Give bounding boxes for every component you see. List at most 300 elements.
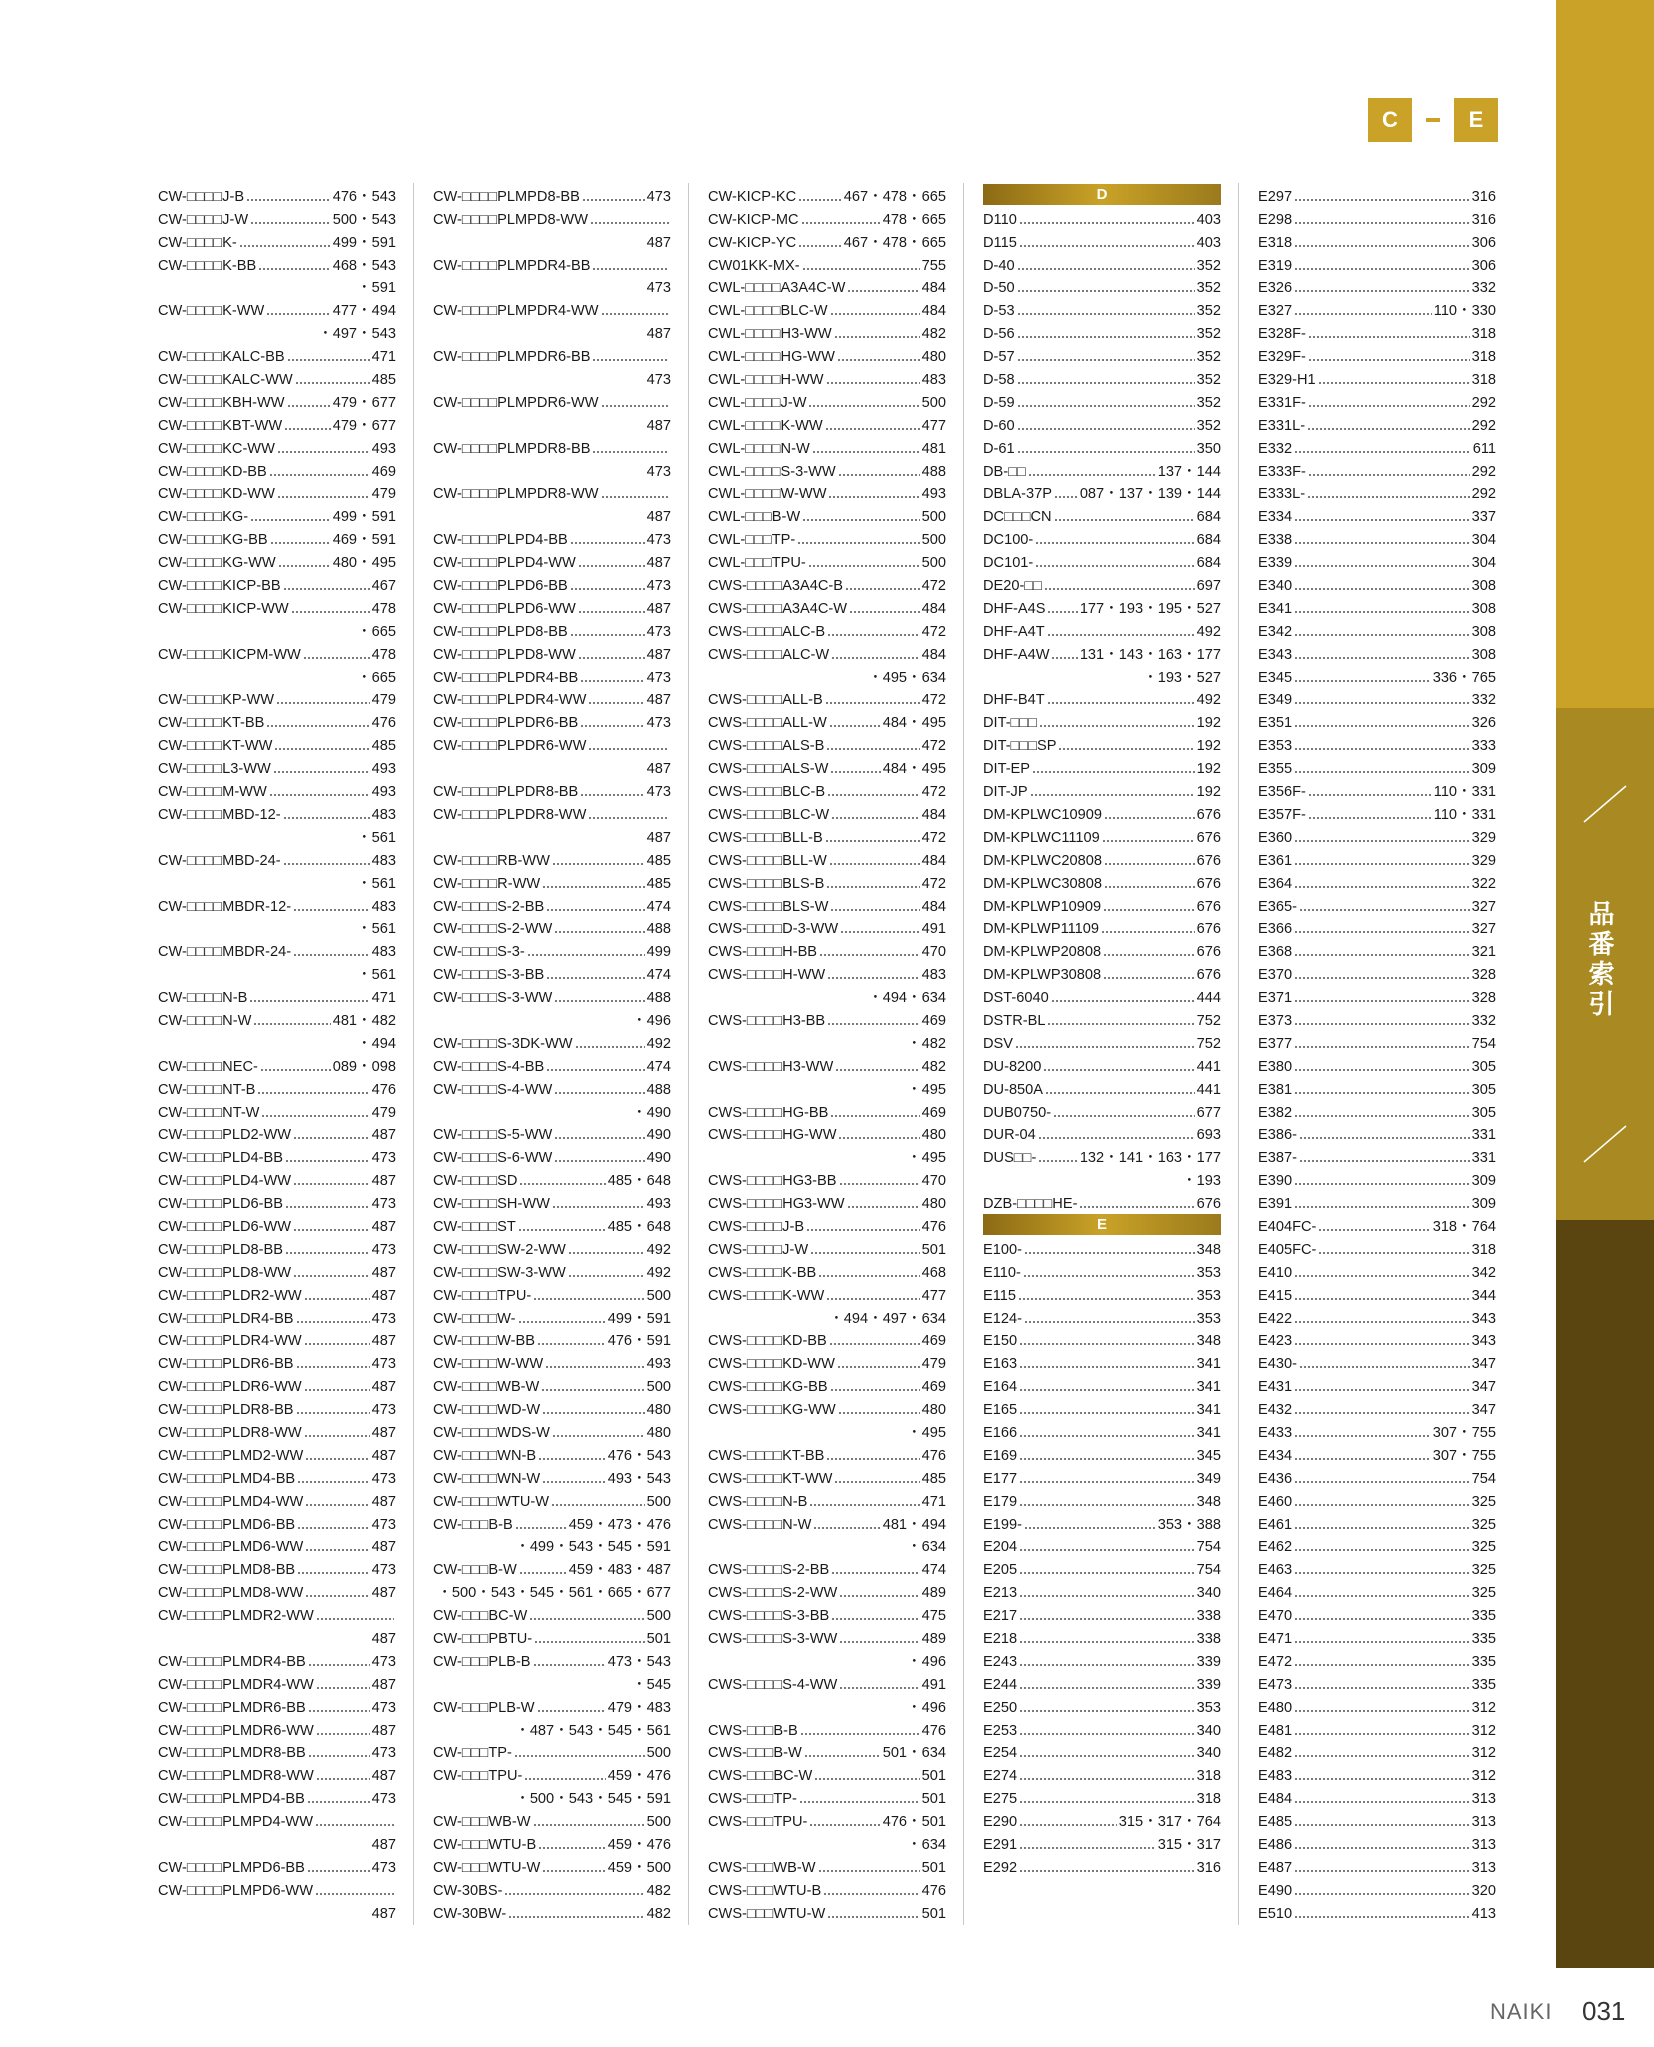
dot-leader <box>546 908 644 912</box>
index-entry <box>983 481 1221 504</box>
entry-code: CW-□□□□PLDR8-BB <box>158 1402 294 1419</box>
dot-leader <box>1019 1754 1195 1758</box>
entry-code: CW-□□□□SH-WW <box>433 1196 550 1213</box>
dot-leader <box>1294 1480 1470 1484</box>
dot-leader <box>1017 358 1195 362</box>
index-entry <box>1258 1877 1496 1900</box>
entry-code: CW-□□□□KT-WW <box>158 738 273 755</box>
dot-leader <box>1294 1388 1470 1392</box>
entry-pages: 325 <box>1471 1516 1496 1533</box>
entry-pages: 316 <box>1471 211 1496 228</box>
index-entry <box>708 1808 946 1831</box>
index-entry <box>433 732 671 755</box>
entry-pages: 348 <box>1196 1241 1221 1258</box>
entry-pages: 476 <box>371 1081 396 1098</box>
entry-pages: ・545 <box>632 1676 671 1693</box>
dot-leader <box>266 312 330 316</box>
dot-leader <box>1019 1640 1195 1644</box>
index-entry <box>433 183 671 206</box>
entry-pages: 488 <box>646 1081 671 1098</box>
entry-pages: 490 <box>646 1127 671 1144</box>
entry-pages: 336・765 <box>1432 669 1496 686</box>
entry-pages: ・561 <box>357 829 396 846</box>
index-entry <box>158 206 396 229</box>
dot-leader <box>1294 1457 1431 1461</box>
index-entry <box>433 297 671 320</box>
entry-pages: 318・764 <box>1432 1218 1496 1235</box>
index-entry <box>158 641 396 664</box>
entry-code: CW-□□□□WDS-W <box>433 1424 550 1441</box>
index-entry <box>1258 1167 1496 1190</box>
entry-code: CW-□□□□PLMPDR4-BB <box>433 257 591 274</box>
dot-leader <box>827 1022 919 1026</box>
entry-code: E462 <box>1258 1539 1293 1556</box>
dot-leader <box>826 747 919 751</box>
entry-pages: 342 <box>1471 1264 1496 1281</box>
index-entry <box>708 1785 946 1808</box>
index-entry <box>1258 1442 1496 1465</box>
entry-code: CW-□□□□K- <box>158 234 237 251</box>
dot-leader <box>829 1342 920 1346</box>
entry-pages: 473 <box>371 1196 396 1213</box>
entry-pages: 676 <box>1196 921 1221 938</box>
index-entry <box>708 481 946 504</box>
index-entry <box>708 1762 946 1785</box>
entry-pages: ・591 <box>357 280 396 297</box>
entry-code: CW-□□□□NT-W <box>158 1104 260 1121</box>
dot-leader <box>1318 1228 1430 1232</box>
dot-leader <box>250 518 331 522</box>
entry-pages: 684 <box>1196 555 1221 572</box>
dot-leader <box>287 404 331 408</box>
index-entry-continuation <box>708 1305 946 1328</box>
entry-code: CWS-□□□□S-4-WW <box>708 1676 838 1693</box>
index-entry <box>708 526 946 549</box>
dot-leader <box>1294 701 1470 705</box>
entry-pages: 352 <box>1196 280 1221 297</box>
dot-leader <box>554 1159 644 1163</box>
entry-pages: 676 <box>1196 967 1221 984</box>
dot-leader <box>1294 1777 1470 1781</box>
entry-code: CW-□□□□PLD4-BB <box>158 1150 284 1167</box>
dot-leader <box>1294 518 1470 522</box>
entry-pages: 472 <box>921 692 946 709</box>
sidebar-title: 品番索引 <box>1584 900 1614 1020</box>
index-entry <box>433 1625 671 1648</box>
entry-code: E218 <box>983 1631 1018 1647</box>
entry-pages: 487 <box>371 1905 396 1922</box>
index-entry <box>1258 549 1496 572</box>
entry-code: E381 <box>1258 1081 1293 1098</box>
index-entry <box>708 732 946 755</box>
dot-leader <box>831 816 919 820</box>
entry-pages: 312 <box>1471 1745 1496 1762</box>
entry-pages: 347 <box>1471 1356 1496 1373</box>
entry-code: CW-□□□□PLMDR4-BB <box>158 1653 306 1670</box>
index-entry <box>708 1122 946 1145</box>
entry-pages: 473 <box>371 1699 396 1716</box>
index-entry <box>983 1236 1221 1259</box>
index-entry <box>158 343 396 366</box>
index-entry <box>433 1442 671 1465</box>
entry-code: CWS-□□□□ALL-B <box>708 692 823 709</box>
index-entry <box>1258 641 1496 664</box>
entry-code: CW-□□□□KP-WW <box>158 692 275 709</box>
dot-leader <box>537 1342 606 1346</box>
entry-code: DUS□□- <box>983 1150 1037 1167</box>
entry-pages: 352 <box>1196 349 1221 366</box>
index-entry <box>708 755 946 778</box>
entry-pages: 326 <box>1471 715 1496 732</box>
index-entry <box>708 641 946 664</box>
dot-leader <box>1038 1159 1078 1163</box>
dot-leader <box>1294 633 1470 637</box>
entry-code: E487 <box>1258 1859 1293 1876</box>
index-entry <box>158 1465 396 1488</box>
index-entry-continuation <box>708 984 946 1007</box>
entry-code: E349 <box>1258 692 1293 709</box>
entry-code: E343 <box>1258 646 1293 663</box>
entry-pages: ・494 <box>357 1035 396 1052</box>
dot-leader <box>316 1732 370 1736</box>
dot-leader <box>283 862 370 866</box>
index-entry <box>983 1488 1221 1511</box>
entry-pages: 469 <box>921 1379 946 1396</box>
entry-pages: 345 <box>1196 1447 1221 1464</box>
index-entry <box>158 503 396 526</box>
dot-leader <box>1104 816 1195 820</box>
index-entry-continuation <box>433 229 671 252</box>
dot-leader <box>1019 1686 1195 1690</box>
dot-leader <box>524 1777 605 1781</box>
index-entry <box>433 687 671 710</box>
entry-code: CW-□□□□KBH-WW <box>158 394 285 411</box>
entry-pages: 754 <box>1196 1539 1221 1556</box>
entry-code: CW-□□□□MBDR-12- <box>158 898 292 915</box>
entry-code: CW-□□□□KALC-BB <box>158 349 285 366</box>
entry-code: CW-□□□□PLDR2-WW <box>158 1287 302 1304</box>
entry-pages: 499 <box>646 944 671 961</box>
dot-leader <box>519 1182 605 1186</box>
entry-pages: 676 <box>1196 944 1221 961</box>
entry-pages: ・494・497・634 <box>829 1310 946 1327</box>
entry-pages: 493 <box>646 1356 671 1373</box>
index-entry <box>983 938 1221 961</box>
dot-leader <box>799 1800 920 1804</box>
entry-pages: 485 <box>646 875 671 892</box>
entry-pages: 318 <box>1471 372 1496 389</box>
entry-code: CW-□□□□PLMPDR8-WW <box>433 486 599 503</box>
entry-pages: 676 <box>1196 898 1221 915</box>
index-entry <box>983 1053 1221 1076</box>
index-entry-continuation <box>158 275 396 298</box>
index-entry <box>158 572 396 595</box>
dot-leader <box>845 587 920 591</box>
index-entry <box>433 1740 671 1763</box>
entry-pages: 473 <box>371 1562 396 1579</box>
index-entry <box>433 1167 671 1190</box>
dot-leader <box>802 267 920 271</box>
entry-pages: 485 <box>371 372 396 389</box>
entry-code: CW-KICP-KC <box>708 188 797 205</box>
index-entry <box>158 1328 396 1351</box>
entry-pages: 676 <box>1196 852 1221 869</box>
dot-leader <box>1028 473 1156 477</box>
entry-code: CWS-□□□□ALC-B <box>708 623 826 640</box>
dot-leader <box>551 1503 645 1507</box>
entry-pages: 493 <box>921 486 946 503</box>
entry-pages: 468・543 <box>332 257 396 274</box>
entry-code: CW-□□□□PLPD6-WW <box>433 600 576 617</box>
dot-leader <box>1308 404 1470 408</box>
entry-pages: 484 <box>921 646 946 663</box>
entry-pages: 473 <box>371 1516 396 1533</box>
entry-code: E480 <box>1258 1699 1293 1716</box>
entry-code: DSV <box>983 1035 1014 1052</box>
entry-code: DBLA-37P <box>983 486 1052 503</box>
entry-code: CWS-□□□TPU- <box>708 1814 808 1831</box>
index-column-1 <box>158 183 396 1923</box>
index-entry <box>1258 1419 1496 1442</box>
index-entry <box>708 893 946 916</box>
entry-code: E370 <box>1258 967 1293 984</box>
dot-leader <box>839 1686 919 1690</box>
dot-leader <box>1024 1320 1195 1324</box>
index-entry <box>983 549 1221 572</box>
dot-leader <box>601 312 669 316</box>
dot-leader <box>1294 1091 1470 1095</box>
dot-leader <box>1017 289 1195 293</box>
index-entry <box>433 526 671 549</box>
entry-pages: 192 <box>1196 715 1221 732</box>
index-entry <box>983 458 1221 481</box>
entry-code: CW-□□□□PLDR6-BB <box>158 1356 294 1373</box>
entry-code: DU-8200 <box>983 1058 1042 1075</box>
entry-code: E334 <box>1258 509 1293 526</box>
entry-code: DM-KPLWC11109 <box>983 829 1100 846</box>
entry-pages: 313 <box>1471 1837 1496 1854</box>
entry-code: E366 <box>1258 921 1293 938</box>
entry-pages: 318 <box>1471 1241 1496 1258</box>
index-entry <box>708 595 946 618</box>
entry-pages: 473 <box>371 1745 396 1762</box>
dot-leader <box>293 1228 370 1232</box>
entry-pages: 480 <box>921 349 946 366</box>
dot-leader <box>1294 1709 1470 1713</box>
entry-code: E377 <box>1258 1035 1293 1052</box>
entry-pages: 444 <box>1196 990 1221 1007</box>
dot-leader <box>826 1457 919 1461</box>
entry-pages: 676 <box>1196 829 1221 846</box>
entry-code: CW-□□□□NT-B <box>158 1081 256 1098</box>
entry-pages: ・500・543・545・591 <box>515 1791 671 1808</box>
entry-code: CW-□□□□PLPDR6-BB <box>433 715 579 732</box>
entry-code: DM-KPLWC20808 <box>983 852 1102 869</box>
entry-pages: 473 <box>646 623 671 640</box>
index-entry-continuation <box>433 366 671 389</box>
dot-leader <box>590 221 669 225</box>
entry-code: CW-□□□□K-BB <box>158 257 257 274</box>
entry-pages: 676 <box>1196 806 1221 823</box>
index-column-3 <box>708 183 946 1923</box>
entry-pages: ・495 <box>907 1081 946 1098</box>
entry-code: CW-□□□□S-3-WW <box>433 990 553 1007</box>
entry-pages: 312 <box>1471 1768 1496 1785</box>
entry-pages: 292 <box>1471 463 1496 480</box>
index-entry <box>158 549 396 572</box>
entry-code: D-59 <box>983 394 1015 411</box>
entry-pages: 479・677 <box>332 394 396 411</box>
entry-code: CW-□□□□R-WW <box>433 875 541 892</box>
index-entry <box>1258 1556 1496 1579</box>
entry-code: E253 <box>983 1722 1018 1739</box>
index-entry <box>158 938 396 961</box>
dot-leader <box>529 1617 644 1621</box>
index-entry <box>1258 732 1496 755</box>
entry-pages: 471 <box>371 349 396 366</box>
entry-code: CW-□□□□NEC- <box>158 1058 258 1075</box>
entry-code: E319 <box>1258 257 1293 274</box>
index-entry-continuation <box>433 1007 671 1030</box>
index-entry <box>158 1167 396 1190</box>
dot-leader <box>592 267 669 271</box>
index-entry <box>983 526 1221 549</box>
index-entry <box>1258 1808 1496 1831</box>
dot-leader <box>1054 518 1195 522</box>
entry-pages: 474 <box>921 1562 946 1579</box>
entry-code: CW-□□□□PLPD8-BB <box>433 623 568 640</box>
dot-leader <box>307 1800 370 1804</box>
index-entry <box>158 1877 396 1900</box>
entry-code: CW-□□□□PLMDR4-WW <box>158 1676 314 1693</box>
dot-leader <box>808 564 920 568</box>
entry-pages: 485 <box>371 738 396 755</box>
entry-pages: 480 <box>921 1402 946 1419</box>
index-column-4 <box>983 183 1221 1877</box>
index-entry <box>708 503 946 526</box>
dot-leader <box>1017 427 1195 431</box>
index-entry <box>158 1648 396 1671</box>
entry-code: CW-□□□□TPU- <box>433 1287 532 1304</box>
dot-leader <box>1019 1594 1195 1598</box>
index-entry-continuation <box>433 1785 671 1808</box>
index-entry <box>983 687 1221 710</box>
index-entry <box>158 778 396 801</box>
entry-pages: 480 <box>921 1127 946 1144</box>
index-entry <box>983 1694 1221 1717</box>
entry-pages: 308 <box>1471 623 1496 640</box>
entry-code: D-60 <box>983 417 1015 434</box>
entry-pages: 473 <box>646 280 671 297</box>
entry-code: DHF-A4S <box>983 600 1046 617</box>
dot-leader <box>1019 1548 1195 1552</box>
entry-pages: 677 <box>1196 1104 1221 1121</box>
entry-pages: 352 <box>1196 394 1221 411</box>
dot-leader <box>1047 701 1195 705</box>
dot-leader <box>1294 450 1471 454</box>
index-entry <box>983 389 1221 412</box>
entry-code: CW-□□□□KG-WW <box>158 555 276 572</box>
dot-leader <box>554 1091 644 1095</box>
entry-code: CWS-□□□□N-W <box>708 1516 812 1533</box>
entry-pages: 473 <box>646 715 671 732</box>
index-entry <box>1258 1648 1496 1671</box>
entry-code: DM-KPLWP10909 <box>983 898 1102 915</box>
index-entry <box>433 1350 671 1373</box>
entry-pages: 348 <box>1196 1333 1221 1350</box>
index-entry <box>983 641 1221 664</box>
entry-code: E387- <box>1258 1150 1297 1167</box>
index-entry <box>1258 824 1496 847</box>
dot-leader <box>580 724 644 728</box>
entry-code: CWS-□□□□ALL-W <box>708 715 827 732</box>
index-entry <box>433 916 671 939</box>
entry-code: E199- <box>983 1516 1022 1533</box>
entry-code: E361 <box>1258 852 1293 869</box>
entry-pages: 480 <box>921 1196 946 1213</box>
index-entry <box>433 938 671 961</box>
index-entry <box>708 916 946 939</box>
entry-code: E484 <box>1258 1791 1293 1808</box>
index-entry <box>433 1419 671 1442</box>
entry-pages: 479 <box>371 1104 396 1121</box>
entry-code: DHF-B4T <box>983 692 1045 709</box>
dot-leader <box>1019 1846 1156 1850</box>
entry-code: CWS-□□□B-B <box>708 1722 798 1739</box>
entry-pages: 500 <box>646 1608 671 1625</box>
entry-pages: 676 <box>1196 1196 1221 1213</box>
entry-pages: 483 <box>371 944 396 961</box>
entry-code: CW-KICP-YC <box>708 234 797 251</box>
index-entry <box>158 1259 396 1282</box>
entry-pages: 500 <box>646 1814 671 1831</box>
entry-code: CWL-□□□□J-W <box>708 394 807 411</box>
dot-leader <box>1044 587 1195 591</box>
index-entry <box>983 252 1221 275</box>
entry-code: CWS-□□□□BLS-W <box>708 898 829 915</box>
entry-pages: 307・755 <box>1432 1447 1496 1464</box>
entry-pages: 473 <box>371 1310 396 1327</box>
dot-leader <box>316 1777 370 1781</box>
entry-code: E243 <box>983 1653 1018 1670</box>
index-entry <box>158 1419 396 1442</box>
entry-pages: 347 <box>1471 1379 1496 1396</box>
index-entry <box>983 503 1221 526</box>
entry-pages: 341 <box>1196 1402 1221 1419</box>
dot-leader <box>1294 1045 1470 1049</box>
entry-pages: 501 <box>921 1241 946 1258</box>
entry-pages: 487 <box>646 555 671 572</box>
dot-leader <box>1294 1800 1470 1804</box>
dot-leader <box>283 587 370 591</box>
dot-leader <box>273 770 370 774</box>
dot-leader <box>829 724 881 728</box>
entry-code: CW-□□□□SD <box>433 1173 518 1190</box>
entry-code: CW-□□□□MBD-12- <box>158 806 281 823</box>
index-entry <box>983 1671 1221 1694</box>
index-entry <box>433 1030 671 1053</box>
dot-leader <box>537 1709 606 1713</box>
entry-code: E342 <box>1258 623 1293 640</box>
entry-code: CWL-□□□□W-WW <box>708 486 827 503</box>
dot-leader <box>588 816 669 820</box>
entry-pages: 483 <box>371 852 396 869</box>
index-entry-continuation <box>158 1831 396 1854</box>
entry-pages: 304 <box>1471 532 1496 549</box>
index-entry <box>708 1511 946 1534</box>
entry-code: E297 <box>1258 188 1293 205</box>
index-entry <box>983 847 1221 870</box>
